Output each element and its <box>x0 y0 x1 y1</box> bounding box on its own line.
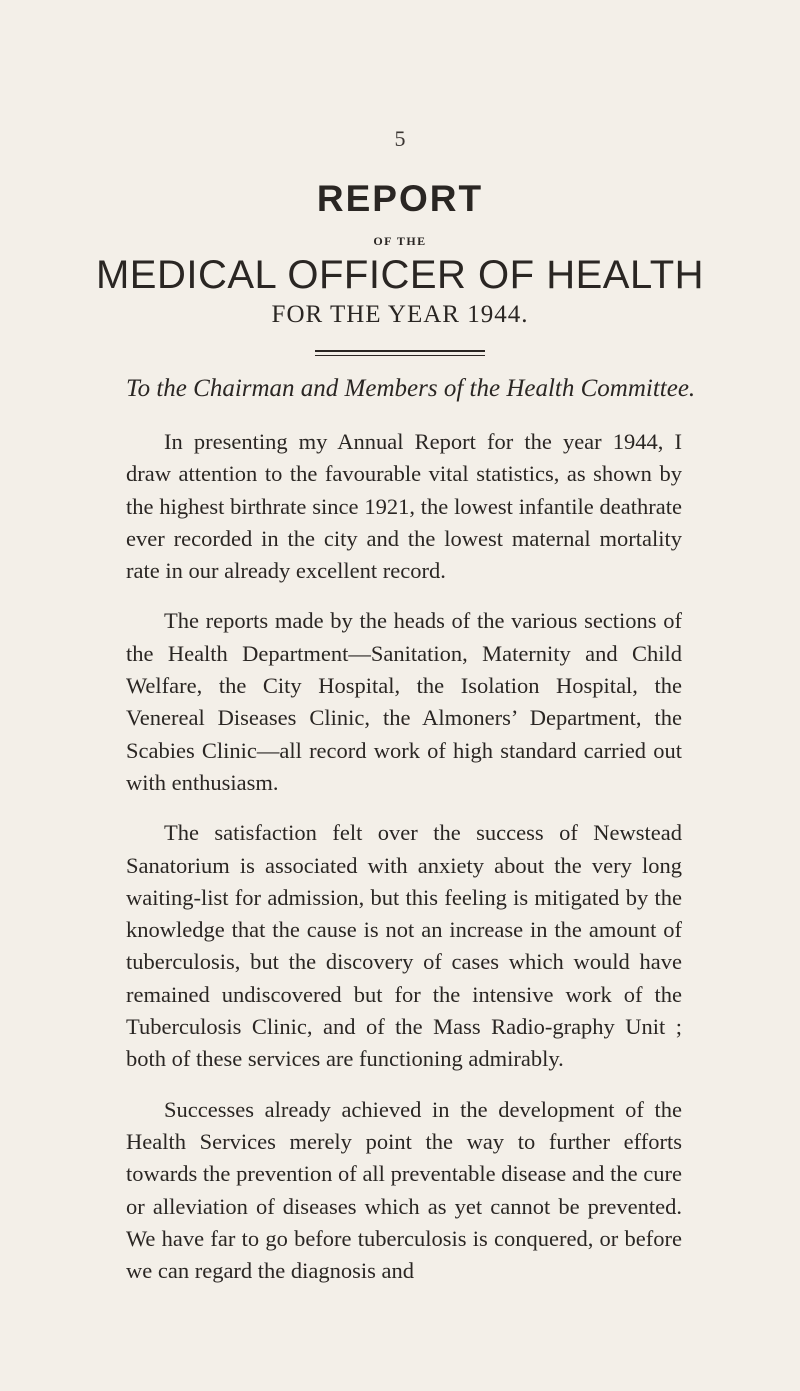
paragraph: The satisfaction felt over the success of Newstead Sanatorium is associated with anxiety about the very long waiting-list for admission, but this feeling is mitigated by the knowledge that the cause is not an increase in the amount of tuberculosis, but the discovery of cases which would have remained undiscovered but for the intensive work of the Tuberculosis Clinic, and of the Mass Radio-graphy Unit ; both of these services are functioning admirably. <box>126 820 682 1072</box>
paragraph: Successes already achieved in the development of the Health Services merely point the way to further efforts towards the prevention of all preventable disease and the cure or alleviation of diseases which as yet cannot be prevented. We have far to go before tuberculosis is conquered, or before we can regard the diagnosis and <box>126 1096 682 1284</box>
report-subtitle: MEDICAL OFFICER OF HEALTH <box>95 253 705 297</box>
title-rule-thin <box>315 355 485 356</box>
report-body <box>126 426 682 1305</box>
title-rule-thick <box>315 350 485 352</box>
page-number: 5 <box>394 126 406 151</box>
paragraph: The reports made by the heads of the various sections of the Health Department—Sanitation, Maternity and Child Welfare, the City Hospital, the Isolation Hospital, the Venereal Diseases Clinic, the Almoners’ Department, the Scabies Clinic—all record work of high standard carried out with enthusiasm. <box>126 608 682 795</box>
salutation: To the Chairman and Members of the Health Committee. <box>126 375 696 402</box>
paragraph: In presenting my Annual Report for the year 1944, I draw attention to the favourable vital statistics, as shown by the highest birthrate since 1921, the lowest infantile deathrate ever recorded in the city and the lowest maternal mortality rate in our already excellent record. <box>126 429 682 584</box>
report-title: REPORT <box>316 178 484 219</box>
report-of-the: OF THE <box>373 234 427 248</box>
report-year-line: FOR THE YEAR 1944. <box>271 301 529 328</box>
